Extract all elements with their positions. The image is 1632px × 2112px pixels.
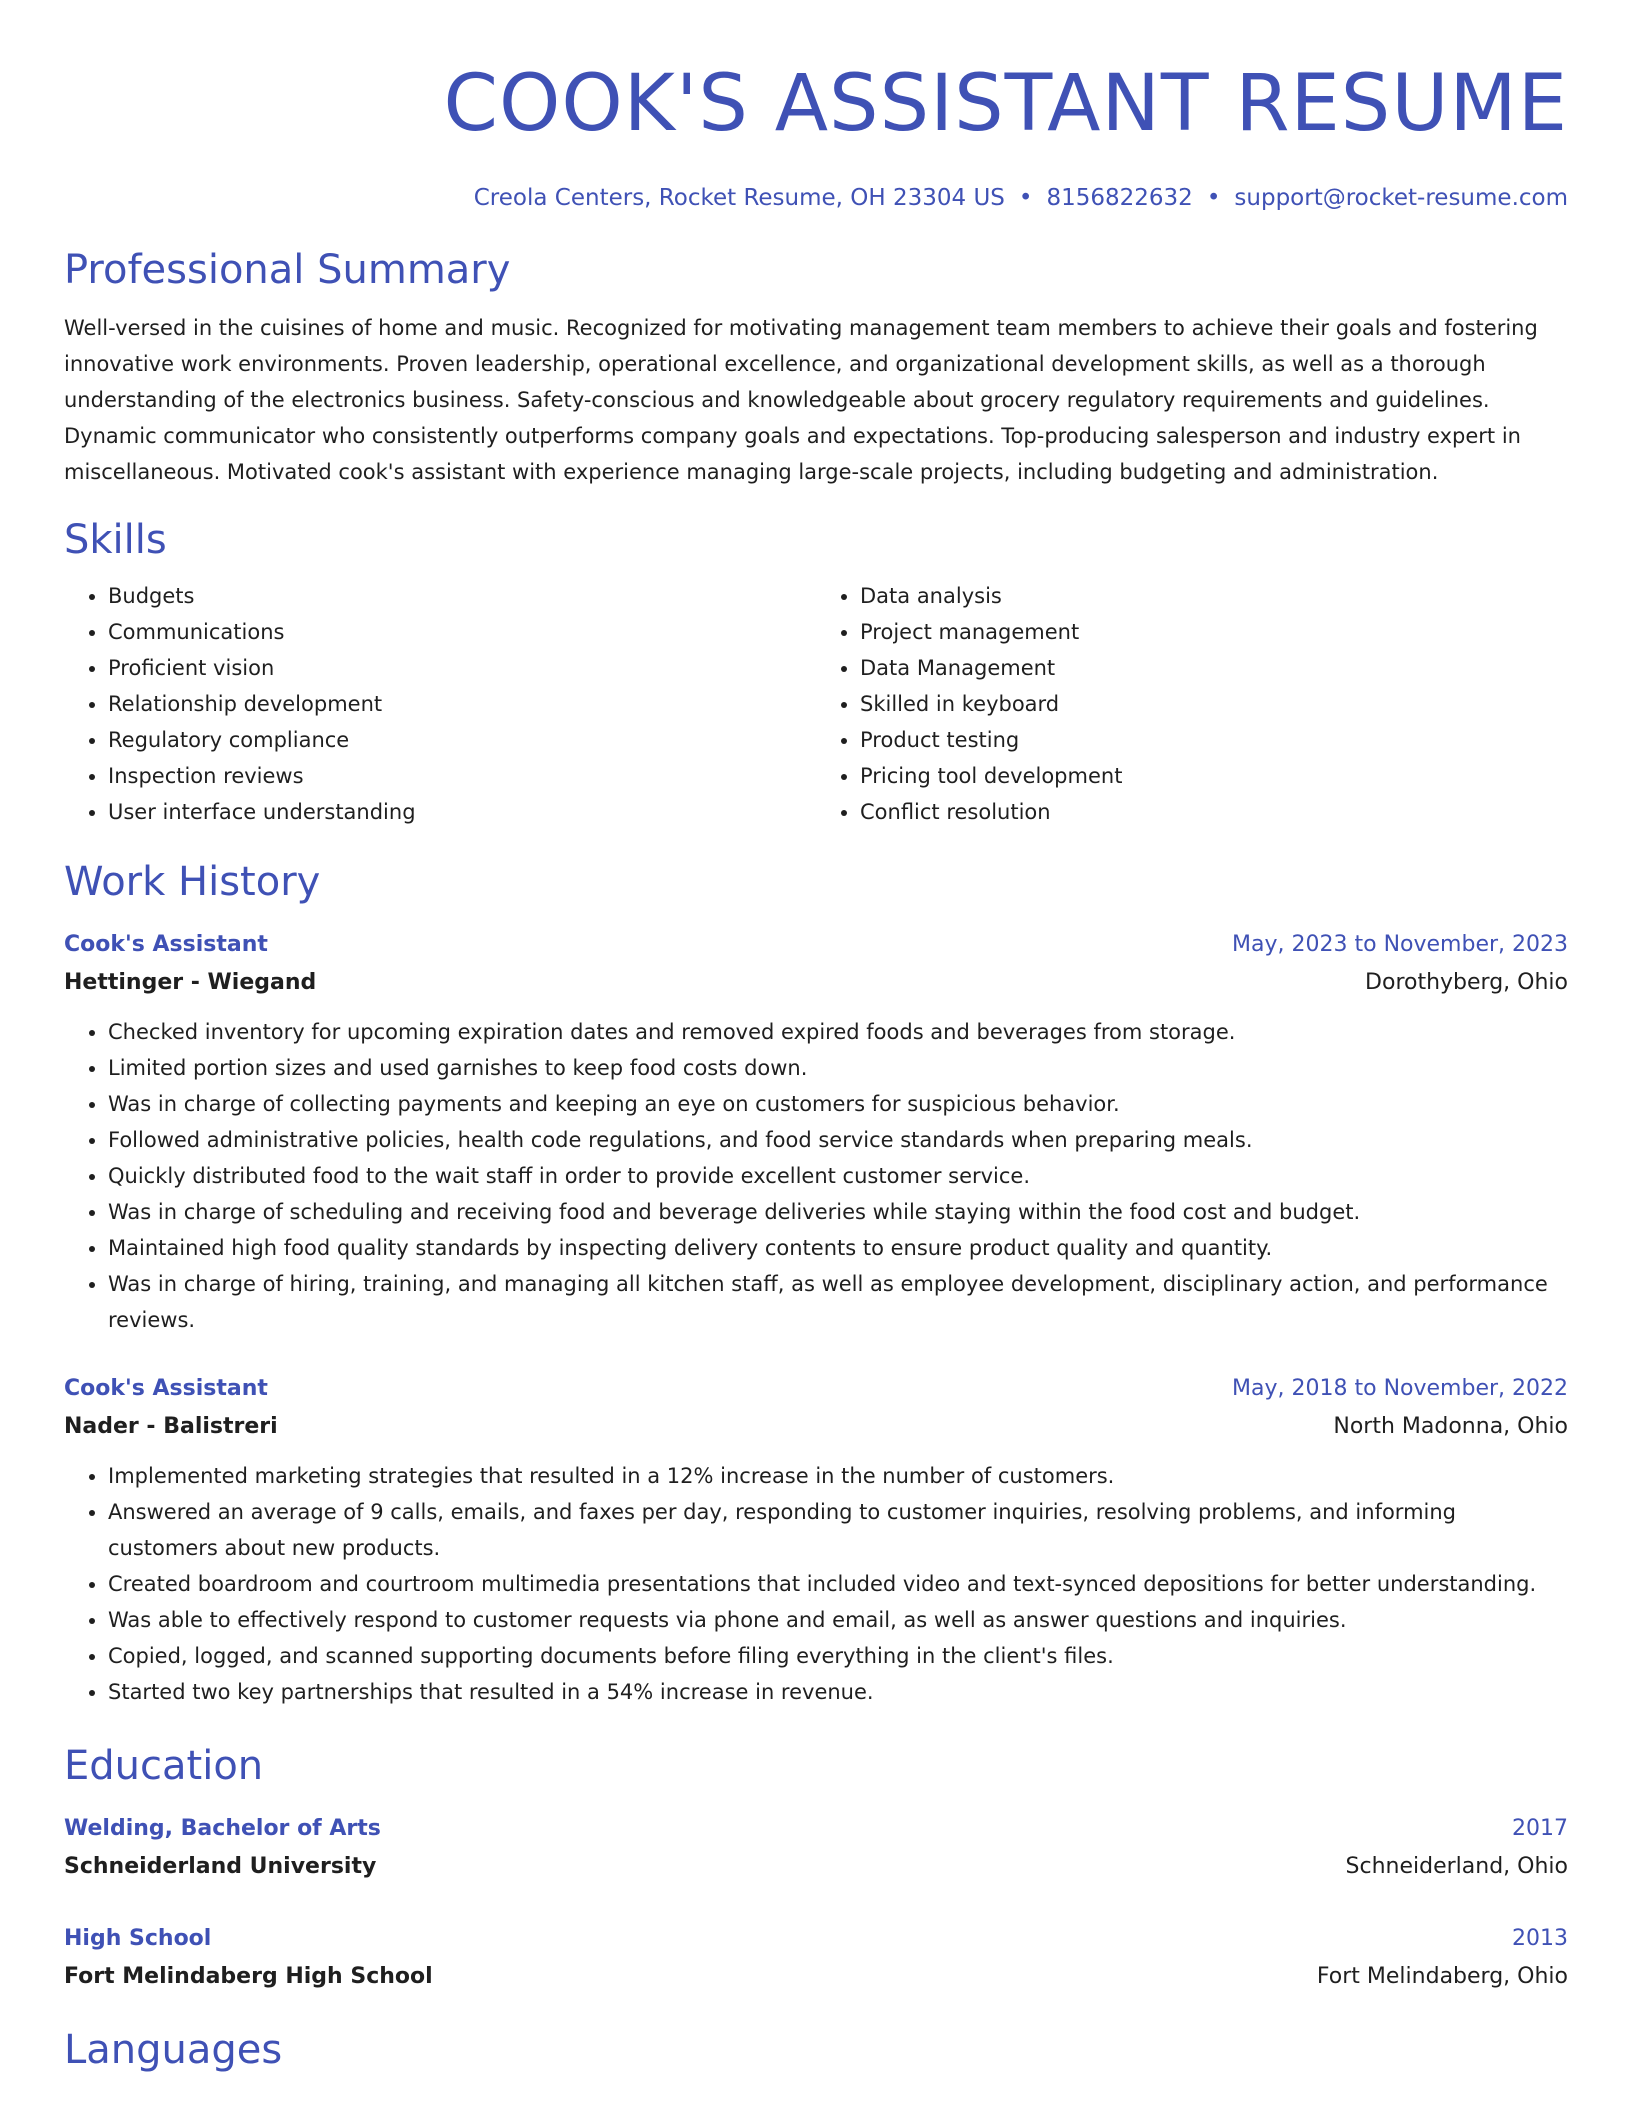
skills-heading: Skills — [64, 517, 167, 563]
skill-item: • Pricing tool development — [860, 758, 1568, 794]
skill-item: • Project management — [860, 614, 1568, 650]
job-header-row — [64, 926, 1568, 964]
resume-title: COOK'S ASSISTANT RESUME — [443, 59, 1568, 149]
skills-column-left — [64, 578, 816, 830]
job-dates: May, 2023 to November, 2023 — [1232, 932, 1568, 957]
contact-email: support@rocket-resume.com — [1234, 185, 1568, 211]
job-bullets — [64, 1458, 1568, 1710]
contact-address: Creola Centers, Rocket Resume, OH 23304 US — [473, 185, 1005, 211]
education-header-row — [64, 1920, 1568, 1958]
job-company: Hettinger - Wiegand — [64, 970, 317, 995]
contact-separator: • — [1206, 185, 1221, 211]
skill-item: • Skilled in keyboard — [860, 686, 1568, 722]
education-year: 2013 — [1512, 1926, 1568, 1951]
job-bullet: • Was able to effectively respond to customer requests via phone and email, as well as answer questions and inquiries. — [108, 1602, 1568, 1638]
education-entry — [64, 1920, 1568, 1996]
skill-item: • Proficient vision — [108, 650, 816, 686]
education-school: Schneiderland University — [64, 1854, 377, 1879]
job-company: Nader - Balistreri — [64, 1414, 278, 1439]
job-bullets — [64, 1014, 1568, 1338]
contact-phone: 8156822632 — [1046, 185, 1193, 211]
job-bullet: • Implemented marketing strategies that resulted in a 12% increase in the number of customers. — [108, 1458, 1568, 1494]
languages-heading: Languages — [64, 2027, 283, 2073]
job-bullet: • Created boardroom and courtroom multimedia presentations that included video and text-synced depositions for better understanding. — [108, 1566, 1568, 1602]
job-bullet: • Quickly distributed food to the wait staff in order to provide excellent customer service. — [108, 1158, 1568, 1194]
summary-text: Well-versed in the cuisines of home and music. Recognized for motivating management team members to achieve their goals and fostering innovative work environments. Proven leadership, operational excellence, and organizational development skills, as well as a thorough understanding of the electronics business. Safety-conscious and knowledgeable about grocery regulatory requirements and guidelines. Dynamic communicator who consistently outperforms company goals and expectations. Top-producing salesperson and industry expert in miscellaneous. Motivated cook's assistant with experience managing large-scale projects, including budgeting and administration. — [64, 316, 1538, 484]
job-bullet: • Limited portion sizes and used garnishes to keep food costs down. — [108, 1050, 1568, 1086]
skill-item: • Budgets — [108, 578, 816, 614]
job-bullet: • Maintained high food quality standards by inspecting delivery contents to ensure product quality and quantity. — [108, 1230, 1568, 1266]
education-school-row — [64, 1848, 1568, 1886]
education-school-row — [64, 1958, 1568, 1996]
job-bullet: • Was in charge of collecting payments and keeping an eye on customers for suspicious behavior. — [108, 1086, 1568, 1122]
job-bullet: • Was in charge of scheduling and receiving food and beverage deliveries while staying within the food cost and budget. — [108, 1194, 1568, 1230]
education-school: Fort Melindaberg High School — [64, 1964, 433, 1989]
skill-item: • Relationship development — [108, 686, 816, 722]
contact-separator: • — [1018, 185, 1033, 211]
education-degree: High School — [64, 1926, 212, 1951]
skill-item: • Regulatory compliance — [108, 722, 816, 758]
job-bullet: • Followed administrative policies, health code regulations, and food service standards when preparing meals. — [108, 1122, 1568, 1158]
job-bullet: • Copied, logged, and scanned supporting documents before filing everything in the client's files. — [108, 1638, 1568, 1674]
skill-item: • Conflict resolution — [860, 794, 1568, 830]
skills-list — [64, 578, 1568, 830]
skill-item: • Inspection reviews — [108, 758, 816, 794]
job-bullet: • Was in charge of hiring, training, and managing all kitchen staff, as well as employee development, disciplinary action, and performance reviews. — [108, 1266, 1568, 1338]
job-location: North Madonna, Ohio — [1333, 1414, 1568, 1439]
skill-item: • User interface understanding — [108, 794, 816, 830]
job-bullet: • Checked inventory for upcoming expiration dates and removed expired foods and beverages from storage. — [108, 1014, 1568, 1050]
job-header-row — [64, 1370, 1568, 1408]
job-company-row — [64, 1408, 1568, 1446]
skill-item: • Data analysis — [860, 578, 1568, 614]
summary-heading: Professional Summary — [64, 247, 511, 293]
job-bullet: • Answered an average of 9 calls, emails, and faxes per day, responding to customer inquiries, resolving problems, and informing customers about new products. — [108, 1494, 1568, 1566]
skill-item: • Communications — [108, 614, 816, 650]
education-degree: Welding, Bachelor of Arts — [64, 1816, 381, 1841]
skills-column-right — [816, 578, 1568, 830]
job-dates: May, 2018 to November, 2022 — [1232, 1376, 1568, 1401]
education-location: Fort Melindaberg, Ohio — [1316, 1964, 1568, 1989]
job-entry — [64, 1370, 1568, 1710]
contact-line — [64, 182, 1568, 214]
skill-item: • Product testing — [860, 722, 1568, 758]
job-role: Cook's Assistant — [64, 1376, 268, 1401]
job-entry — [64, 926, 1568, 1338]
job-bullet: • Started two key partnerships that resulted in a 54% increase in revenue. — [108, 1674, 1568, 1710]
job-company-row — [64, 964, 1568, 1002]
education-year: 2017 — [1512, 1816, 1568, 1841]
job-location: Dorothyberg, Ohio — [1365, 970, 1568, 995]
education-location: Schneiderland, Ohio — [1345, 1854, 1568, 1879]
education-heading: Education — [64, 1743, 264, 1789]
resume-page — [64, 0, 1568, 2076]
work-history-heading: Work History — [64, 859, 321, 905]
education-header-row — [64, 1810, 1568, 1848]
job-role: Cook's Assistant — [64, 932, 268, 957]
skill-item: • Data Management — [860, 650, 1568, 686]
education-entry — [64, 1810, 1568, 1886]
